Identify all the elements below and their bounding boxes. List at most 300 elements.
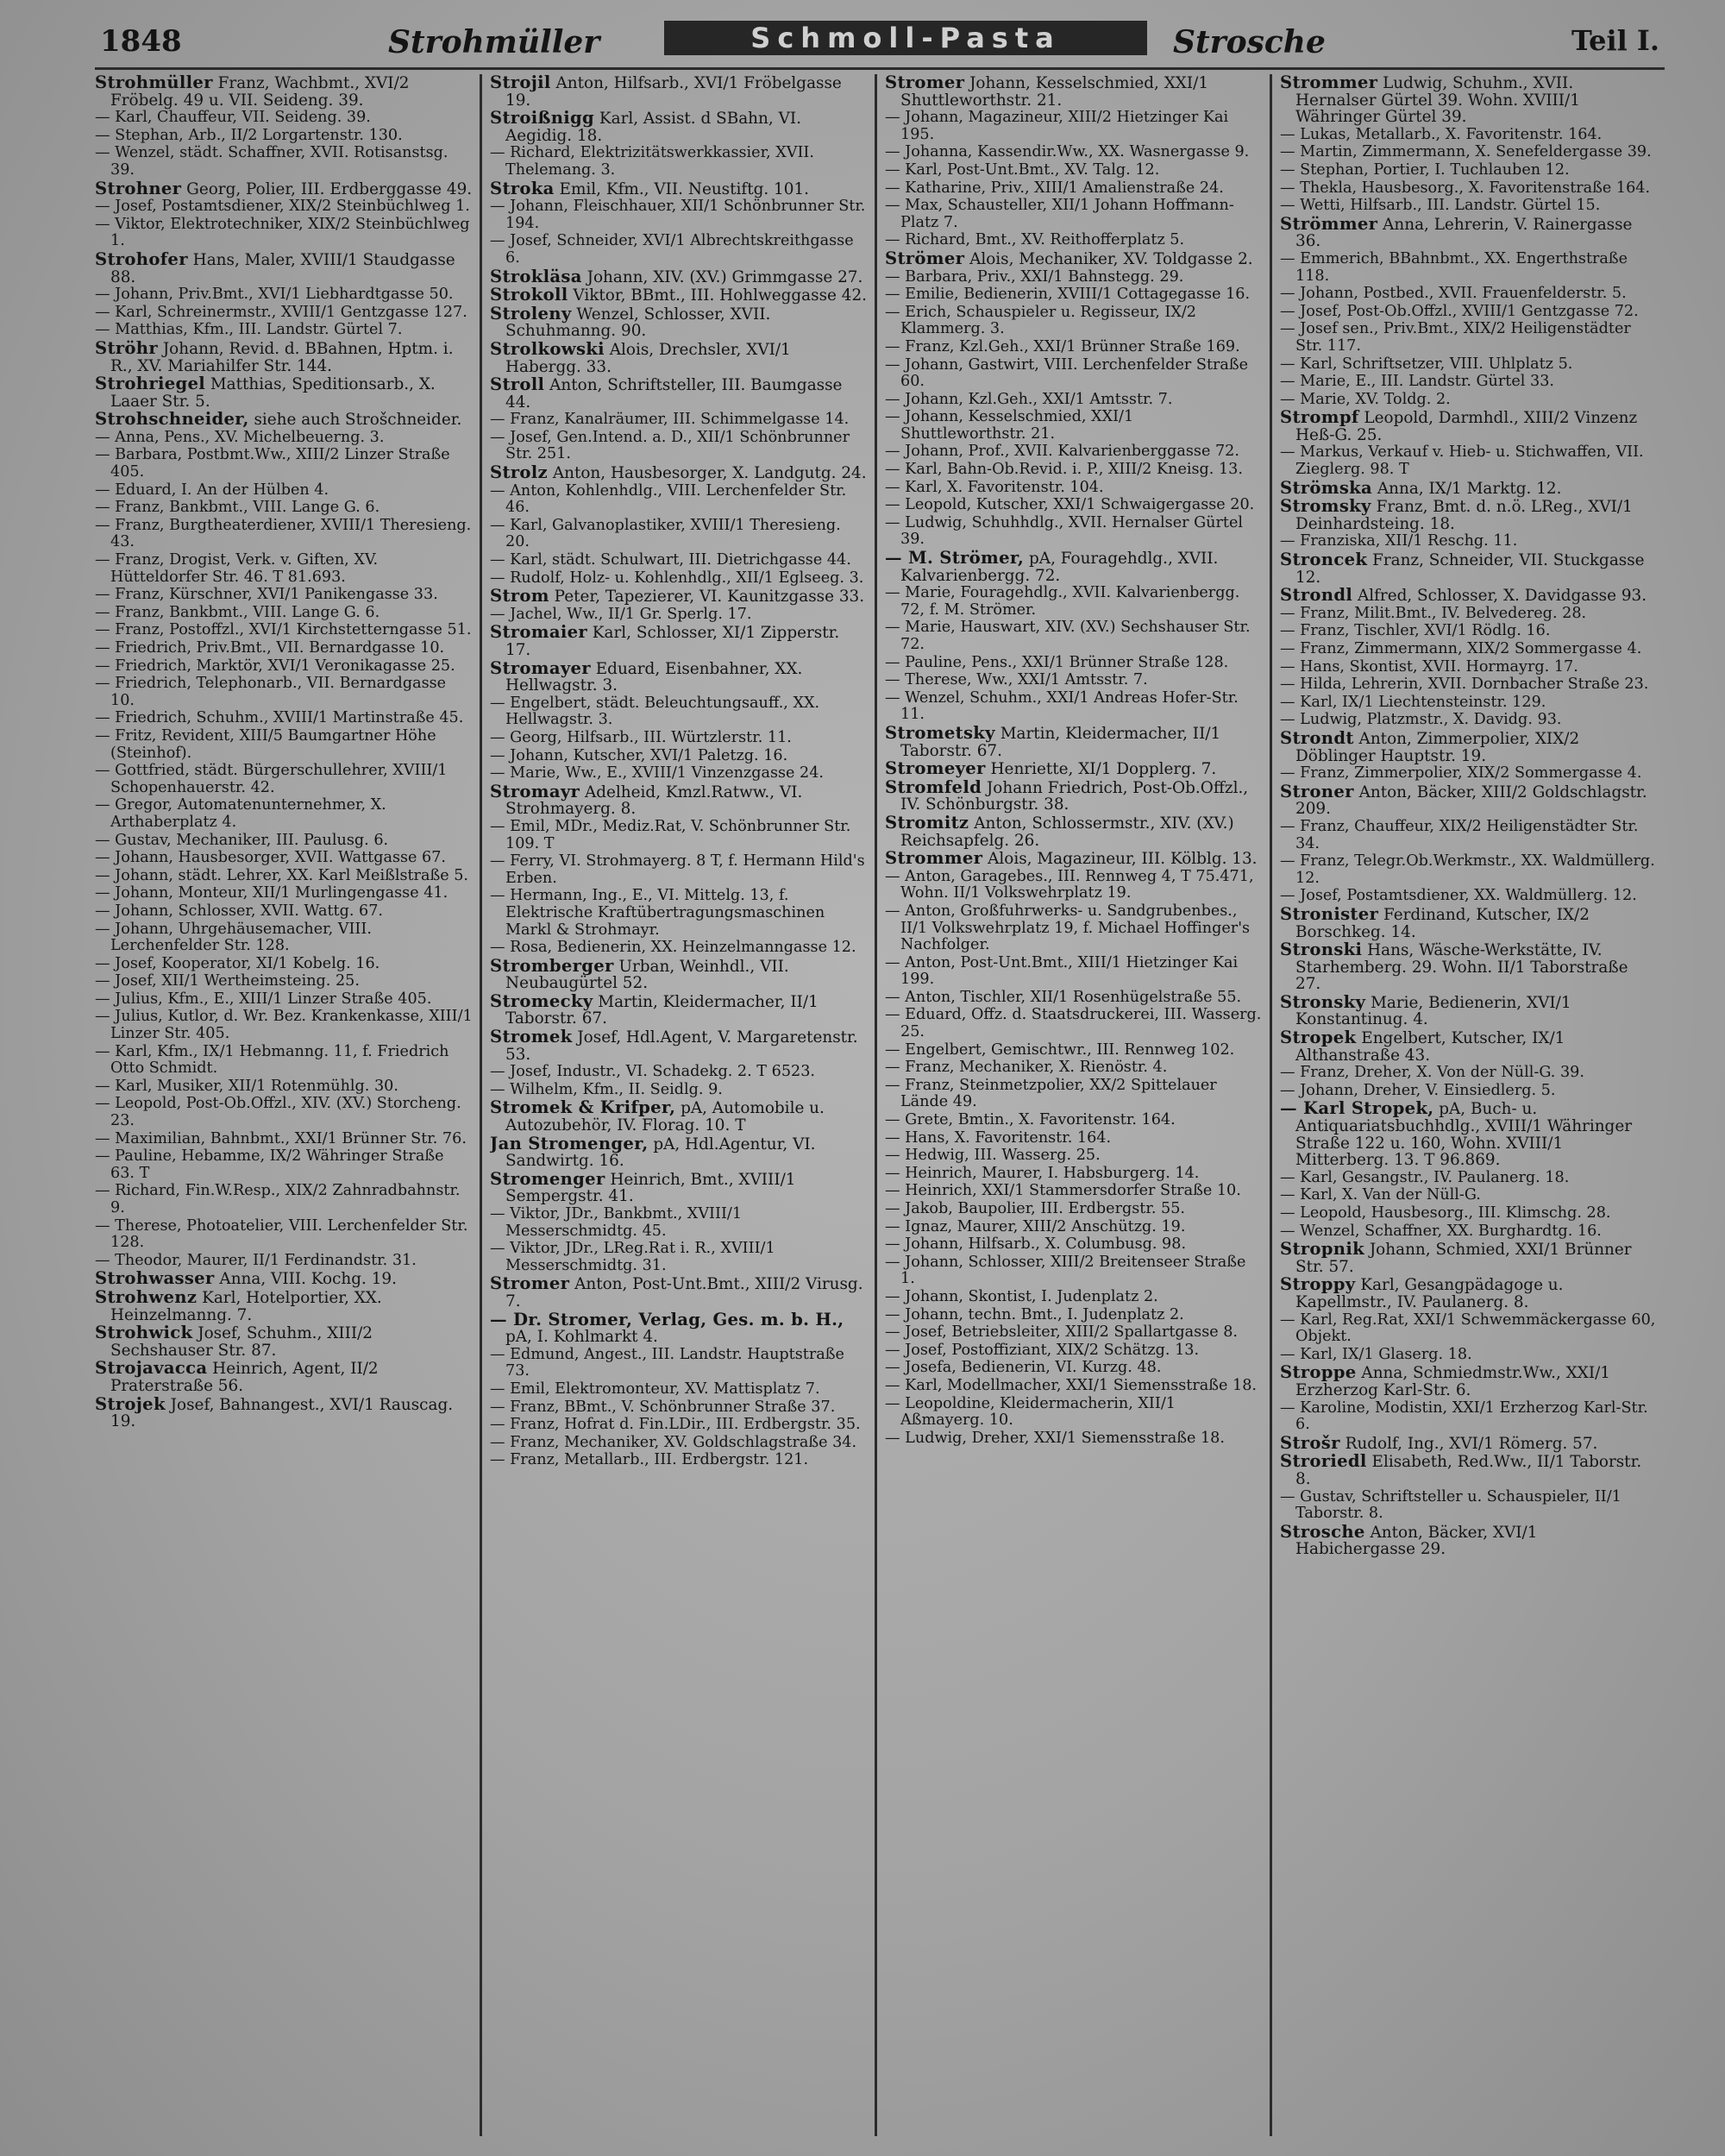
entry-text: — Anton, Großfuhrwerks- u. Sandgrubenbes., II/1 Volkswehrplatz 19, f. Michael Hoffinger's Nachfolger. [885, 902, 1251, 954]
directory-entry [490, 1206, 868, 1240]
directory-entry [490, 624, 868, 658]
entry-text: — Johann, Uhrgehäusemacher, VIII. Lerchenfelder Str. 128. [95, 920, 372, 955]
entry-surname: Strondl [1280, 585, 1353, 606]
directory-entry [885, 110, 1263, 143]
entry-text: Anton, Schlossermstr., XIV. (XV.) Reichsapfelg. 26. [900, 814, 1234, 850]
entry-surname: Strojavacca [95, 1358, 208, 1379]
entry-text: — Jakob, Baupolier, III. Erdbergstr. 55. [885, 1200, 1185, 1217]
directory-entry [95, 518, 473, 551]
entry-surname: Strömmer [1280, 213, 1378, 234]
entry-text: — Wilhelm, Kfm., II. Seidlg. 9. [490, 1080, 723, 1098]
entry-text: Anton, Schriftsteller, III. Baumgasse 44. [505, 376, 843, 412]
directory-entry [95, 1393, 473, 1431]
entry-text: Karl, Gesangpädagoge u. Kapellmstr., IV. Paulanerg. 8. [1295, 1276, 1564, 1311]
entry-surname: Stroner [1280, 781, 1354, 801]
directory-entry [1280, 941, 1658, 993]
directory-entry [490, 1381, 868, 1399]
directory-entry [1280, 392, 1658, 409]
entry-text: — Karl, X. Van der Nüll-G. [1280, 1186, 1481, 1204]
directory-entry [95, 1324, 473, 1359]
directory-entry [1280, 144, 1658, 161]
entry-text: — Gottfried, städt. Bürgerschullehrer, XVIII/1 Schopenhauerstr. 42. [95, 762, 448, 796]
entry-text: — Grete, Bmtin., X. Favoritenstr. 164. [885, 1111, 1176, 1129]
directory-entry [95, 145, 473, 179]
directory-entry [885, 1360, 1263, 1377]
entry-text: — Emil, MDr., Mediz.Rat, V. Schönbrunner Str. 109. T [490, 817, 851, 852]
directory-entry [1280, 1489, 1658, 1523]
directory-entry [885, 1219, 1263, 1236]
directory-entry [885, 269, 1263, 286]
entry-text: — Rosa, Bedienerin, XX. Heinzelmanngasse 12. [490, 939, 856, 957]
entry-text: Alfred, Schlosser, X. Davidgasse 93. [1352, 587, 1647, 606]
entry-surname: Strommer [1280, 74, 1378, 92]
entry-text: — Anton, Tischler, XII/1 Rosenhügelstraße 55. [885, 988, 1242, 1006]
directory-entry [885, 1112, 1263, 1129]
directory-entry [1280, 623, 1658, 640]
entry-text: Karl, Schlosser, XI/1 Zipperstr. 17. [505, 624, 840, 659]
entry-text: — Matthias, Kfm., III. Landstr. Gürtel 7. [95, 321, 403, 339]
entry-surname: Strom [490, 586, 549, 607]
entry-surname: Strošr [1280, 1432, 1340, 1453]
directory-entry [885, 286, 1263, 304]
entry-text: — Stephan, Arb., II/2 Lorgartenstr. 130. [95, 126, 403, 144]
entry-text: — Franz, Metallarb., III. Erdbergstr. 121. [490, 1451, 809, 1469]
entry-text: — Julius, Kutlor, d. Wr. Bez. Krankenkasse, XIII/1 Linzer Str. 405. [95, 1008, 473, 1043]
directory-entry [885, 392, 1263, 409]
entry-text: — Franz, Bankbmt., VIII. Lange G. 6. [95, 603, 380, 621]
entry-text: Matthias, Speditionsarb., X. Laaer Str. 5. [110, 375, 436, 411]
directory-entry [1280, 321, 1658, 355]
entry-text: Johann Friedrich, Post-Ob.Offzl., IV. Schönburgstr. 38. [900, 778, 1249, 814]
entry-text: Ferdinand, Kutscher, IX/2 Borschkeg. 14. [1295, 905, 1590, 941]
entry-text: — Josef, Post-Ob.Offzl., XVIII/1 Gentzgasse 72. [1280, 302, 1639, 320]
directory-entry [490, 286, 868, 305]
directory-entry [1280, 606, 1658, 623]
entry-surname: Stromaier [490, 622, 587, 643]
directory-entry [885, 1201, 1263, 1218]
entry-surname: Strommer [885, 848, 983, 869]
entry-surname: Strolkowski [490, 338, 605, 359]
directory-entry [490, 552, 868, 569]
entry-surname: Strosche [1280, 1521, 1365, 1542]
directory-entry [885, 1289, 1263, 1306]
entry-text: — Karl, IX/1 Glaserg. 18. [1280, 1345, 1472, 1363]
entry-text: — Franz, Drogist, Verk. v. Giften, XV. Hütteldorfer Str. 46. T 81.693. [95, 551, 379, 586]
directory-entry [490, 588, 868, 606]
entry-text: — Johann, Fleischhauer, XII/1 Schönbrunner Str. 194. [490, 198, 866, 232]
directory-entry [1280, 477, 1658, 498]
entry-surname: Stromfeld [885, 776, 982, 797]
entry-text: — Franz, Chauffeur, XIX/2 Heiligenstädter Str. 34. [1280, 817, 1639, 852]
entry-text: Franz, Bmt. d. n.ö. LReg., XVI/1 Deinhardsteing. 18. [1295, 498, 1633, 533]
directory-entry [95, 305, 473, 322]
directory-entry [490, 1099, 868, 1134]
directory-entry [95, 411, 473, 429]
directory-entry [1280, 551, 1658, 586]
entry-text: Elisabeth, Red.Ww., II/1 Taborstr. 8. [1295, 1453, 1642, 1488]
entry-text: — Josef, Industr., VI. Schadekg. 2. T 6523. [490, 1063, 815, 1081]
directory-entry [885, 1342, 1263, 1360]
entry-text: — Josefa, Bedienerin, VI. Kurzg. 48. [885, 1359, 1162, 1377]
entry-text: — Franz, Mechaniker, X. Rienöstr. 4. [885, 1059, 1168, 1077]
directory-entry [95, 676, 473, 709]
directory-entry [490, 657, 868, 695]
directory-entry [885, 903, 1263, 954]
entry-text: — Viktor, JDr., LReg.Rat i. R., XVIII/1 Messerschmidtg. 31. [490, 1240, 775, 1274]
entry-text: Wenzel, Schlosser, XVII. Schuhmanng. 90. [505, 305, 771, 341]
entry-surname: Strohofer [95, 248, 188, 269]
entry-text: — Johann, Skontist, I. Judenplatz 2. [885, 1287, 1158, 1305]
entry-text: — Karl, Reg.Rat, XXI/1 Schwemmäckergasse 60, Objekt. [1280, 1311, 1656, 1346]
directory-entry [1280, 819, 1658, 852]
entry-text: Karl, Assist. d SBahn, VI. Aegidig. 18. [505, 110, 801, 145]
directory-entry [490, 268, 868, 286]
entry-surname: Stromeyer [885, 758, 986, 779]
directory-entry [490, 412, 868, 429]
directory-entry [1280, 251, 1658, 285]
entry-text: — Franz, Kzl.Geh., XXI/1 Brünner Straße 169. [885, 337, 1240, 355]
entry-text: — Gregor, Automatenunternehmer, X. Arthaberplatz 4. [95, 796, 386, 831]
entry-text: — Pauline, Pens., XXI/1 Brünner Straße 128. [885, 653, 1229, 671]
entry-text: — Johann, Magazineur, XIII/2 Hietzinger Kai 195. [885, 109, 1229, 143]
entry-text: — Erich, Schauspieler u. Regisseur, IX/2 Klammerg. 3. [885, 303, 1196, 338]
directory-entry [95, 552, 473, 586]
entry-surname: Stromer [885, 74, 965, 92]
directory-entry [885, 515, 1263, 549]
entry-text: Josef, Schuhm., XIII/2 Sechshauser Str. 87. [110, 1324, 373, 1360]
entry-text: — Franz, Mechaniker, XV. Goldschlagstraße 34. [490, 1433, 857, 1451]
entry-text: pA, Automobile u. Autozubehör, IV. Florag. 10. T [505, 1099, 825, 1135]
entry-text: — Wenzel, Schaffner, XX. Burghardtg. 16. [1280, 1222, 1602, 1240]
directory-entry [95, 640, 473, 657]
directory-entry [885, 180, 1263, 198]
entry-text: — Johann, Dreher, V. Einsiedlerg. 5. [1280, 1081, 1556, 1099]
entry-text: — Viktor, Elektrotechniker, XIX/2 Steinbüchlweg 1. [95, 215, 470, 250]
entry-text: — Julius, Kfm., E., XIII/1 Linzer Straße 405. [95, 990, 432, 1008]
directory-entry [885, 955, 1263, 989]
directory-entry [1280, 213, 1658, 251]
entry-surname: Strohmüller [95, 74, 213, 92]
entry-surname: Stronsky [1280, 991, 1366, 1012]
entry-surname: Strömer [885, 248, 965, 268]
entry-surname: Strohschneider, [95, 409, 249, 430]
directory-entry [1280, 991, 1658, 1029]
entry-surname: Stromitz [885, 812, 969, 833]
entry-surname: Jan Stromenger, [490, 1133, 649, 1153]
directory-entry [95, 1096, 473, 1129]
directory-entry [95, 710, 473, 727]
directory-entry [1280, 533, 1658, 550]
directory-entry [885, 462, 1263, 479]
entry-text: — Franz, Kanalräumer, III. Schimmelgasse 14. [490, 411, 850, 429]
entry-text: — Karl, Modellmacher, XXI/1 Siemensstraße 18. [885, 1376, 1258, 1394]
entry-text: — Johann, Kesselschmied, XXI/1 Shuttleworthstr. 21. [885, 408, 1134, 443]
directory-entry [1280, 903, 1658, 941]
directory-entry [1280, 783, 1658, 818]
directory-entry [885, 990, 1263, 1007]
directory-entry [490, 607, 868, 624]
entry-text: — Friedrich, Telephonarb., VII. Bernardgasse 10. [95, 675, 447, 709]
directory-entry [1280, 1187, 1658, 1204]
directory-entry [885, 1166, 1263, 1183]
entry-text: Adelheid, Kmzl.Ratww., VI. Strohmayerg. 8. [505, 783, 803, 819]
directory-entry [95, 1183, 473, 1216]
entry-text: — Karl, Gesangstr., IV. Paulanerg. 18. [1280, 1168, 1570, 1186]
entry-text: — Martin, Zimmermann, X. Senefeldergasse 39. [1280, 143, 1652, 161]
directory-entry [490, 570, 868, 588]
column-divider [480, 74, 482, 2136]
column-divider [875, 74, 877, 2136]
entry-text: — Johann, städt. Lehrer, XX. Karl Meißlstraße 5. [95, 866, 468, 884]
entry-text: Heinrich, Agent, II/2 Praterstraße 56. [110, 1360, 379, 1395]
directory-entry [885, 722, 1263, 760]
directory-entry [490, 233, 868, 267]
entry-text: — Stephan, Portier, I. Tuchlauben 12. [1280, 160, 1570, 179]
directory-entry [490, 1311, 868, 1346]
entry-text: — Anton, Post-Unt.Bmt., XIII/1 Hietzinger Kai 199. [885, 953, 1239, 989]
entry-text: — Josef sen., Priv.Bmt., XIX/2 Heiligenstädter Str. 117. [1280, 320, 1631, 355]
directory-entry [95, 322, 473, 339]
directory-entry [885, 1078, 1263, 1111]
entry-text: pA, I. Kohlmarkt 4. [505, 1328, 658, 1347]
directory-entry [1280, 409, 1658, 443]
entry-surname: Strojek [95, 1393, 166, 1414]
directory-entry [490, 765, 868, 783]
entry-text: — Karl, Chauffeur, VII. Seideng. 39. [95, 109, 371, 127]
column-4 [1280, 74, 1658, 2136]
entry-text: Franz, Schneider, VII. Stuckgasse 12. [1295, 551, 1645, 587]
entry-text: Alois, Magazineur, III. Kölblg. 13. [982, 850, 1258, 869]
entry-text: — Lukas, Metallarb., X. Favoritenstr. 164. [1280, 125, 1603, 143]
column-1 [95, 74, 473, 2136]
directory-entry [885, 443, 1263, 461]
directory-entry [1280, 127, 1658, 144]
left-running-head: Strohmüller [388, 24, 600, 60]
entry-text: Anna, Lehrerin, V. Rainergasse 36. [1295, 215, 1633, 251]
directory-entry [490, 748, 868, 765]
entry-text: — Josef, Postamtsdiener, XIX/2 Steinbüchlweg 1. [95, 198, 470, 216]
entry-text: Anton, Hilfsarb., XVI/1 Fröbelgasse 19. [505, 74, 842, 110]
entry-text: — Franz, Burgtheaterdiener, XVIII/1 Theresieng. 43. [95, 516, 472, 551]
entry-surname: Stromer [490, 1273, 570, 1294]
entry-surname: Stroppy [1280, 1274, 1356, 1295]
entry-surname: Strohwasser [95, 1268, 215, 1289]
directory-entry [490, 1241, 868, 1274]
entry-text: — Johann, Schlosser, XIII/2 Breitenseer Straße 1. [885, 1253, 1246, 1288]
entry-text: Franz, Wachbmt., XVI/2 Fröbelg. 49 u. VII. Seideng. 39. [110, 74, 410, 110]
directory-entry [1280, 1312, 1658, 1346]
entry-text: — Johann, Hilfsarb., X. Columbusg. 98. [885, 1235, 1187, 1254]
directory-entry [95, 991, 473, 1009]
entry-surname: Stromecky [490, 990, 593, 1011]
entry-text: — Marie, E., III. Landstr. Gürtel 33. [1280, 373, 1554, 391]
directory-entry [1280, 1223, 1658, 1241]
entry-text: Georg, Polier, III. Erdberggasse 49. [181, 179, 473, 198]
directory-entry [885, 1307, 1263, 1324]
entry-text: — Wetti, Hilfsarb., III. Landstr. Gürtel 15. [1280, 197, 1601, 215]
directory-entry [490, 695, 868, 729]
directory-entry [95, 885, 473, 902]
entry-text: — Max, Schausteller, XII/1 Johann Hoffmann-Platz 7. [885, 197, 1234, 231]
entry-text: Martin, Kleidermacher, II/1 Taborstr. 67. [505, 992, 819, 1028]
entry-text: Anton, Hausbesorger, X. Landgutg. 24. [547, 464, 867, 483]
directory-entry [885, 1254, 1263, 1288]
directory-entry [490, 819, 868, 852]
entry-surname: Stroncek [1280, 550, 1368, 570]
directory-entry [1280, 888, 1658, 905]
entry-text: — Leopold, Post-Ob.Offzl., XIV. (XV.) Storcheng. 23. [95, 1095, 461, 1130]
directory-entry [1280, 1364, 1658, 1399]
directory-entry [1280, 712, 1658, 729]
directory-entry [490, 145, 868, 179]
directory-entry [490, 888, 868, 939]
directory-entry [95, 1270, 473, 1288]
directory-entry [490, 338, 868, 376]
entry-text: — Hans, X. Favoritenstr. 164. [885, 1128, 1112, 1147]
entry-text: — Johanna, Kassendir.Ww., XX. Wasnergasse 9. [885, 143, 1250, 161]
entry-text: — Josef, Betriebsleiter, XIII/2 Spallartgasse 8. [885, 1323, 1239, 1342]
entry-text: — Viktor, JDr., Bankbmt., XVIII/1 Messerschmidtg. 45. [490, 1205, 743, 1240]
directory-entry [885, 198, 1263, 231]
directory-entry [490, 1417, 868, 1434]
entry-text: — Jachel, Ww., II/1 Gr. Sperlg. 17. [490, 605, 752, 623]
entry-text: — Heinrich, Maurer, I. Habsburgerg. 14. [885, 1164, 1200, 1182]
directory-entry [490, 1135, 868, 1170]
entry-text: — Theodor, Maurer, II/1 Ferdinandstr. 31. [95, 1251, 417, 1269]
entry-text: — Emmerich, BBahnbmt., XX. Engerthstraße 118. [1280, 249, 1628, 285]
entry-text: Viktor, BBmt., III. Hohlweggasse 42. [568, 286, 867, 305]
directory-entry [885, 250, 1263, 268]
entry-text: — Leopoldine, Kleidermacherin, XII/1 Aßmayerg. 10. [885, 1394, 1176, 1430]
column-3 [885, 74, 1263, 2136]
directory-entry [95, 850, 473, 867]
directory-entry [95, 605, 473, 622]
entry-text: — Friedrich, Schuhm., XVIII/1 Martinstraße 45. [95, 709, 464, 727]
entry-text: — Therese, Photoatelier, VIII. Lerchenfelder Str. 128. [95, 1216, 468, 1252]
directory-entry [490, 1275, 868, 1310]
entry-text: — Josef, Schneider, XVI/1 Albrechtskreithgasse 6. [490, 232, 854, 267]
entry-text: — Franz, BBmt., V. Schönbrunner Straße 37. [490, 1398, 836, 1416]
directory-entry [885, 162, 1263, 179]
directory-entry [95, 1253, 473, 1270]
entry-text: Karl, Hotelportier, XX. Heinzelmanng. 7. [110, 1288, 382, 1324]
entry-surname: Strokläsa [490, 266, 582, 286]
directory-entry [885, 1147, 1263, 1165]
entry-text: — Karl, Kfm., IX/1 Hebmanng. 11, f. Friedrich Otto Schmidt. [95, 1042, 449, 1078]
directory-entry [95, 1078, 473, 1096]
directory-entry [95, 921, 473, 955]
directory-entry [885, 690, 1263, 724]
entry-text: — Richard, Elektrizitätswerkkassier, XVII. Thelemang. 3. [490, 144, 814, 179]
entry-text: — Josef, Kooperator, XI/1 Kobelg. 16. [95, 954, 380, 972]
entry-text: — Eduard, Offz. d. Staatsdruckerei, III. Wasserg. 25. [885, 1006, 1262, 1041]
entry-text: — Anton, Kohlenhdlg., VIII. Lerchenfelder Str. 46. [490, 481, 847, 517]
directory-entry [95, 198, 473, 216]
entry-text: — Engelbert, Gemischtwr., III. Rennweg 102. [885, 1040, 1235, 1059]
entry-text: — Franz, Milit.Bmt., IV. Belvedereg. 28. [1280, 604, 1587, 622]
directory-entry [490, 110, 868, 144]
directory-entry [95, 217, 473, 250]
entry-text: Anna, IX/1 Marktg. 12. [1372, 479, 1562, 498]
directory-entry [1280, 1432, 1658, 1453]
directory-entry [885, 850, 1263, 868]
directory-entry [1280, 765, 1658, 783]
entry-text: — Franz, Hofrat d. Fin.LDir., III. Erdbergstr. 35. [490, 1416, 861, 1434]
entry-text: Johann, Revid. d. BBahnen, Hptm. i. R., XV. Mariahilfer Str. 144. [110, 339, 454, 375]
entry-text: — Johann, techn. Bmt., I. Judenplatz 2. [885, 1305, 1184, 1323]
directory-entry [490, 305, 868, 340]
directory-entry [885, 74, 1263, 109]
directory-entry [95, 973, 473, 990]
directory-entry [1280, 1205, 1658, 1223]
entry-text: — Johann, Hausbesorger, XVII. Wattgasse 67. [95, 849, 447, 867]
entry-text: Anton, Bäcker, XVI/1 Habichergasse 29. [1295, 1523, 1538, 1559]
directory-entry [1280, 695, 1658, 712]
entry-text: — Karl, Bahn-Ob.Revid. i. P., XIII/2 Kneisg. 13. [885, 461, 1243, 479]
directory-entry [1280, 1065, 1658, 1082]
directory-entry [95, 337, 473, 375]
entry-text: — Barbara, Priv., XXI/1 Bahnstegg. 29. [885, 267, 1184, 286]
entry-surname: Strömska [1280, 477, 1373, 498]
entry-text: pA, Fouragehdlg., XVII. Kalvarienbergg. 72. [900, 550, 1219, 585]
entry-text: Heinrich, Bmt., XVIII/1 Sempergstr. 41. [505, 1170, 796, 1206]
entry-text: Martin, Kleidermacher, II/1 Taborstr. 67. [900, 724, 1221, 760]
directory-entry [95, 74, 473, 109]
entry-surname: Stromayr [490, 781, 580, 801]
directory-entry [490, 464, 868, 482]
directory-entry [1280, 1170, 1658, 1187]
directory-entry [1280, 498, 1658, 532]
directory-entry [95, 1148, 473, 1182]
entry-text: — Heinrich, XXI/1 Stammersdorfer Straße 10. [885, 1182, 1241, 1200]
right-running-head: Strosche [1173, 24, 1326, 60]
entry-text: — Franz, Tischler, XVI/1 Rödlg. 16. [1280, 622, 1551, 640]
directory-entry [885, 1042, 1263, 1059]
directory-entry [490, 1064, 868, 1081]
entry-text: — Therese, Ww., XXI/1 Amtsstr. 7. [885, 671, 1148, 689]
directory-entry [885, 1183, 1263, 1200]
directory-entry [95, 1218, 473, 1252]
entry-text: — Gustav, Mechaniker, III. Paulusg. 6. [95, 831, 389, 849]
entry-surname: Stronister [1280, 903, 1379, 924]
entry-surname: — Dr. Stromer, Verlag, Ges. m. b. H., [490, 1309, 844, 1329]
directory-entry [1280, 641, 1658, 658]
entry-text: Emil, Kfm., VII. Neustiftg. 101. [554, 179, 809, 198]
entry-surname: Ströhr [95, 337, 158, 358]
entry-text: — Ignaz, Maurer, XIII/2 Anschützg. 19. [885, 1217, 1186, 1235]
entry-text: Anton, Bäcker, XIII/2 Goldschlagstr. 209. [1295, 783, 1647, 819]
entry-text: Johann, XIV. (XV.) Grimmgasse 27. [581, 267, 863, 286]
entry-text: — Karoline, Modistin, XXI/1 Erzherzog Karl-Str. 6. [1280, 1399, 1648, 1434]
column-divider [1270, 74, 1272, 2136]
directory-entry [95, 728, 473, 762]
entry-surname: Stromenger [490, 1168, 605, 1189]
directory-entry [95, 375, 473, 410]
directory-entry [885, 869, 1263, 902]
entry-text: — Edmund, Angest., III. Landstr. Hauptstraße 73. [490, 1345, 844, 1380]
entry-text: — Emil, Elektromonteur, XV. Mattisplatz 7. [490, 1380, 820, 1398]
entry-text: Leopold, Darmhdl., XIII/2 Vinzenz Heß-G. 25. [1295, 409, 1638, 444]
entry-surname: Stromberger [490, 955, 614, 976]
entry-surname: Strolz [490, 462, 548, 483]
entry-text: pA, Hdl.Agentur, VI. Sandwirtg. 16. [505, 1135, 816, 1171]
directory-entry [95, 833, 473, 850]
entry-text: — Eduard, I. An der Hülben 4. [95, 481, 329, 499]
entry-surname: Stroll [490, 374, 545, 395]
entry-text: — Josef, Postamtsdiener, XX. Waldmüllerg. 12. [1280, 887, 1637, 905]
entry-surname: Strometsky [885, 722, 995, 743]
entry-surname: Strohwenz [95, 1286, 198, 1307]
